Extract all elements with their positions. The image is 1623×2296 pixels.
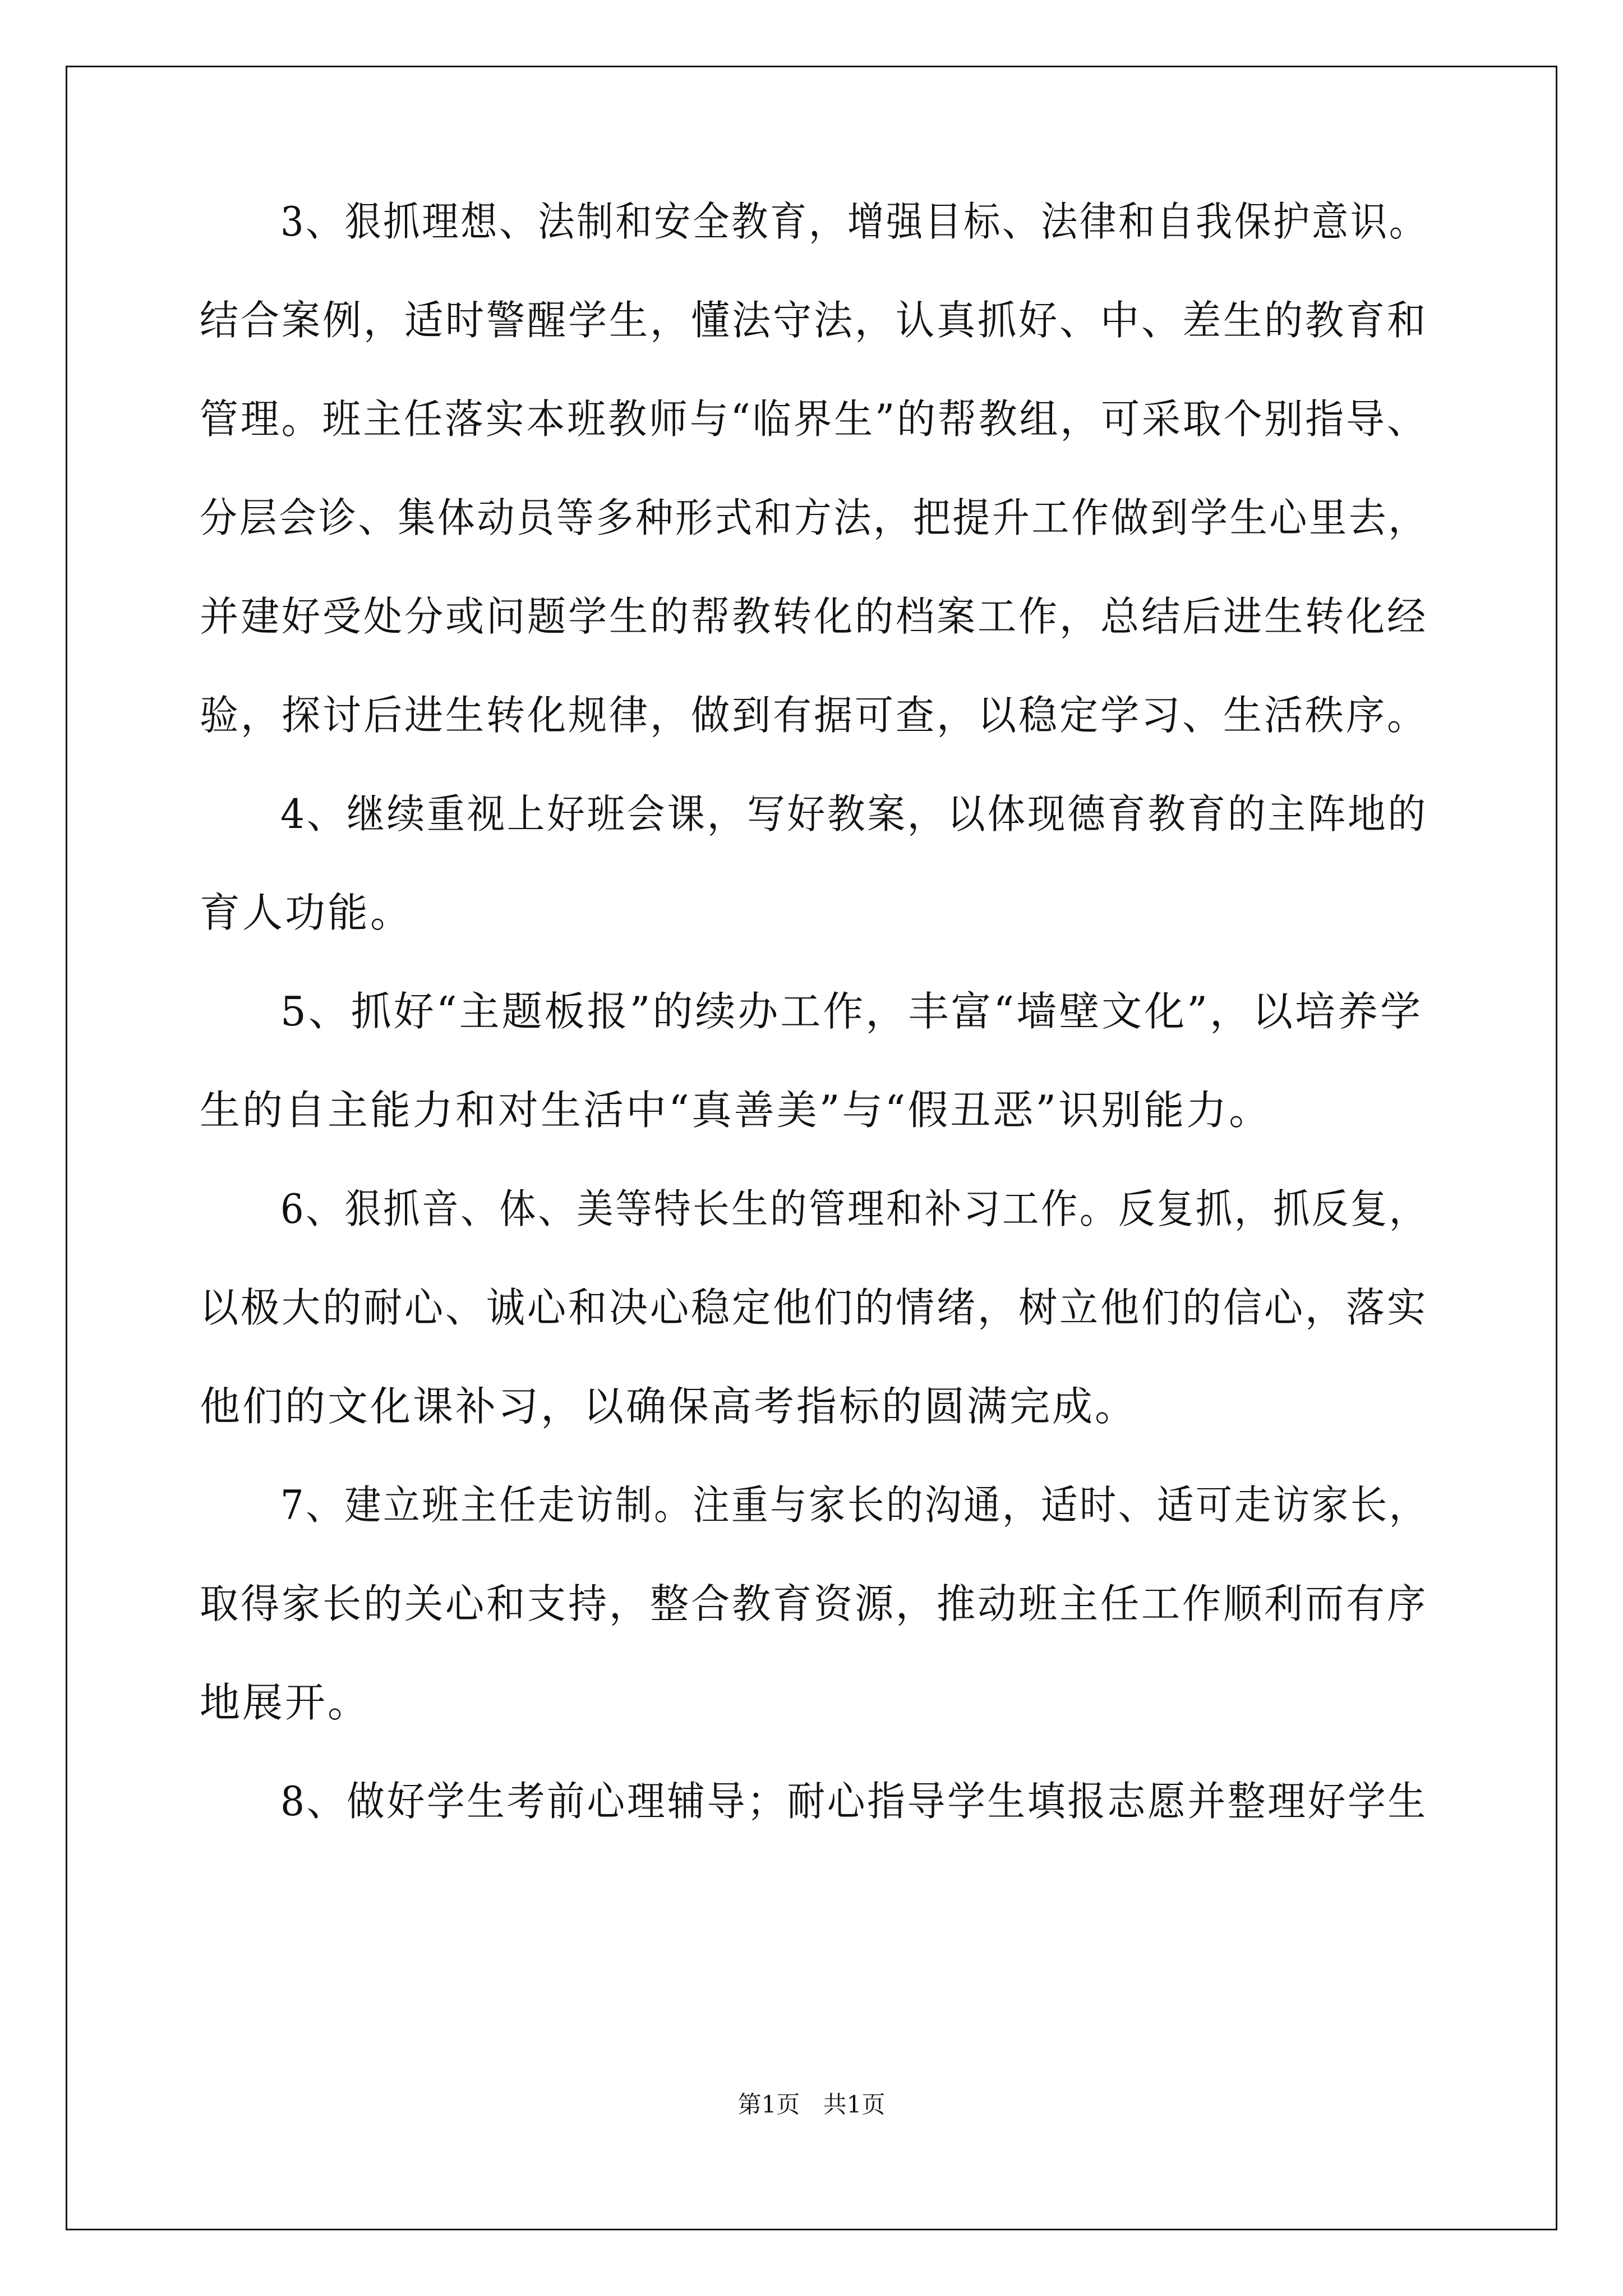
paragraph-7-line-1: 7、建立班主任走访制。注重与家长的沟通，适时、适可走访家长， bbox=[280, 1481, 1428, 1529]
paragraph-3-line-6: 验，探讨后进生转化规律，做到有据可查，以稳定学习、生活秩序。 bbox=[200, 692, 1428, 739]
paragraph-5-line-2: 生的自主能力和对生活中“真善美”与“假丑恶”识别能力。 bbox=[200, 1087, 1272, 1134]
paragraph-3-line-5: 并建好受处分或问题学生的帮教转化的档案工作，总结后进生转化经 bbox=[200, 593, 1428, 640]
paragraph-6-line-2: 以极大的耐心、诚心和决心稳定他们的情绪，树立他们的信心，落实 bbox=[200, 1284, 1428, 1331]
paragraph-6-line-1: 6、狠抓音、体、美等特长生的管理和补习工作。反复抓，抓反复， bbox=[280, 1185, 1428, 1232]
paragraph-6-line-3: 他们的文化课补习，以确保高考指标的圆满完成。 bbox=[200, 1383, 1138, 1430]
paragraph-4-line-1: 4、继续重视上好班会课，写好教案，以体现德育教育的主阵地的 bbox=[280, 790, 1428, 838]
page-footer bbox=[0, 2088, 1623, 2122]
paragraph-5-line-1: 5、抓好“主题板报”的续办工作，丰富“墙壁文化”，以培养学 bbox=[280, 988, 1423, 1035]
paragraph-3-line-1: 3、狠抓理想、法制和安全教育，增强目标、法律和自我保护意识。 bbox=[280, 198, 1428, 245]
paragraph-7-line-2: 取得家长的关心和支持，整合教育资源，推动班主任工作顺利而有序 bbox=[200, 1580, 1428, 1627]
paragraph-3-line-3: 管理。班主任落实本班教师与“临界生”的帮教组，可采取个别指导、 bbox=[200, 395, 1428, 443]
paragraph-8-line-1: 8、做好学生考前心理辅导；耐心指导学生填报志愿并整理好学生 bbox=[280, 1778, 1428, 1825]
page-total: 共1页 bbox=[823, 2091, 886, 2118]
paragraph-3-line-4: 分层会诊、集体动员等多种形式和方法，把提升工作做到学生心里去， bbox=[200, 494, 1428, 541]
paragraph-4-line-2: 育人功能。 bbox=[200, 889, 413, 936]
paragraph-3-line-2: 结合案例，适时警醒学生，懂法守法，认真抓好、中、差生的教育和 bbox=[200, 297, 1428, 344]
page-number: 第1页 bbox=[737, 2091, 800, 2118]
paragraph-7-line-3: 地展开。 bbox=[200, 1679, 371, 1726]
